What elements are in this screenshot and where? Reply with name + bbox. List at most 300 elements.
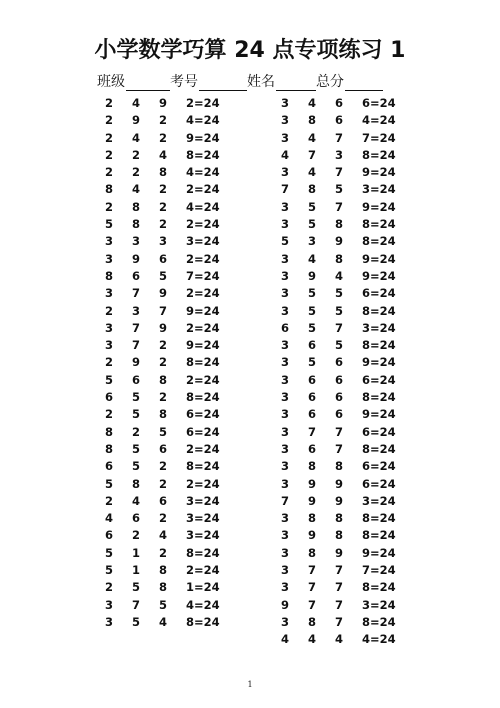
problem-row (281, 354, 401, 371)
problem-number: 3 (132, 234, 141, 249)
problem-number: 6 (335, 355, 344, 370)
problem-answer: 8=24 (186, 459, 220, 474)
problem-row (105, 95, 225, 112)
problem-answer: 6=24 (362, 372, 396, 387)
problem-row (105, 527, 225, 544)
problem-number: 8 (335, 217, 344, 232)
problem-answer: 2=24 (186, 441, 220, 456)
problem-number: 3 (105, 320, 114, 335)
problem-row (105, 130, 225, 147)
problem-answer: 2=24 (186, 286, 220, 301)
page-number: 1 (247, 680, 253, 689)
problem-row (105, 147, 225, 164)
problem-number: 9 (159, 286, 168, 301)
problem-number: 6 (159, 441, 168, 456)
problem-answer: 7=24 (362, 130, 396, 145)
problem-number: 3 (105, 251, 114, 266)
problem-row (281, 199, 401, 216)
problem-number: 2 (132, 165, 141, 180)
problem-answer: 9=24 (362, 199, 396, 214)
problem-answer: 8=24 (186, 147, 220, 162)
problem-answer: 8=24 (362, 580, 396, 595)
problem-number: 5 (335, 182, 344, 197)
problem-number: 7 (308, 147, 317, 162)
problem-answer: 9=24 (362, 251, 396, 266)
problem-row (105, 406, 225, 423)
problem-number: 6 (308, 338, 317, 353)
problem-answer: 9=24 (362, 165, 396, 180)
problem-row (105, 354, 225, 371)
problem-number: 6 (335, 390, 344, 405)
info-field-blank[interactable] (276, 76, 316, 91)
problem-number: 9 (308, 528, 317, 543)
problem-row (281, 562, 401, 579)
info-field (247, 71, 316, 91)
problem-row (281, 303, 401, 320)
problem-number: 3 (281, 372, 290, 387)
problem-number: 6 (159, 251, 168, 266)
problem-row (281, 268, 401, 285)
info-fields (97, 71, 402, 91)
problem-row (281, 597, 401, 614)
problem-number: 8 (132, 217, 141, 232)
problem-number: 4 (132, 182, 141, 197)
problem-number: 3 (281, 286, 290, 301)
problem-number: 7 (335, 597, 344, 612)
problem-number: 3 (281, 165, 290, 180)
problem-number: 8 (335, 528, 344, 543)
problem-number: 7 (335, 563, 344, 578)
problem-answer: 2=24 (186, 476, 220, 491)
problem-number: 7 (132, 338, 141, 353)
problem-number: 2 (105, 407, 114, 422)
problem-answer: 9=24 (362, 545, 396, 560)
info-field-label: 班级 (97, 74, 125, 90)
problem-number: 7 (308, 563, 317, 578)
problem-number: 2 (105, 303, 114, 318)
problem-number: 5 (159, 424, 168, 439)
right-problem-column (281, 95, 401, 649)
problem-row (105, 251, 225, 268)
problem-number: 5 (335, 303, 344, 318)
problem-answer: 8=24 (186, 355, 220, 370)
problem-row (105, 181, 225, 198)
problem-number: 2 (105, 113, 114, 128)
problem-number: 5 (308, 199, 317, 214)
problem-number: 8 (105, 268, 114, 283)
problem-number: 3 (281, 441, 290, 456)
problem-number: 6 (335, 96, 344, 110)
problem-number: 7 (335, 130, 344, 145)
problem-row (281, 424, 401, 441)
problem-number: 3 (335, 147, 344, 162)
problem-number: 5 (308, 320, 317, 335)
problem-number: 8 (159, 580, 168, 595)
problem-number: 9 (159, 96, 168, 110)
problem-number: 6 (308, 390, 317, 405)
problem-number: 9 (132, 113, 141, 128)
problem-number: 5 (132, 459, 141, 474)
info-field-label: 考号 (170, 74, 198, 90)
problem-number: 5 (308, 355, 317, 370)
problem-row (281, 285, 401, 302)
problem-number: 9 (308, 268, 317, 283)
problem-number: 3 (308, 234, 317, 249)
problem-answer: 6=24 (362, 476, 396, 491)
problem-number: 2 (105, 130, 114, 145)
problem-number: 4 (335, 268, 344, 283)
problem-answer: 6=24 (362, 424, 396, 439)
problem-row (281, 320, 401, 337)
problem-number: 8 (335, 459, 344, 474)
problem-number: 6 (308, 372, 317, 387)
page-title: 小学数学巧算 24 点专项练习 1 (94, 38, 406, 63)
problem-number: 5 (308, 286, 317, 301)
problem-row (105, 320, 225, 337)
problem-number: 4 (132, 96, 141, 110)
problem-number: 7 (281, 493, 290, 508)
problem-number: 2 (159, 390, 168, 405)
problem-number: 4 (335, 632, 344, 647)
problem-answer: 3=24 (186, 493, 220, 508)
problem-number: 8 (308, 545, 317, 560)
problem-number: 8 (105, 424, 114, 439)
problem-row (105, 424, 225, 441)
problem-answer: 9=24 (362, 355, 396, 370)
problem-number: 3 (281, 268, 290, 283)
problem-number: 5 (132, 390, 141, 405)
problem-number: 7 (335, 441, 344, 456)
problem-row (105, 199, 225, 216)
problem-row (105, 458, 225, 475)
problem-number: 3 (281, 407, 290, 422)
problem-number: 9 (132, 251, 141, 266)
problem-number: 2 (105, 165, 114, 180)
problem-number: 5 (105, 563, 114, 578)
problem-answer: 8=24 (362, 511, 396, 526)
problem-number: 3 (132, 303, 141, 318)
problem-answer: 3=24 (362, 182, 396, 197)
problem-number: 6 (105, 528, 114, 543)
problem-number: 8 (308, 459, 317, 474)
problem-number: 4 (308, 96, 317, 110)
problem-row (281, 614, 401, 631)
problem-number: 6 (308, 441, 317, 456)
problem-number: 5 (335, 286, 344, 301)
problem-answer: 8=24 (186, 390, 220, 405)
problem-number: 7 (159, 303, 168, 318)
problem-number: 6 (159, 493, 168, 508)
problem-number: 8 (105, 182, 114, 197)
problem-number: 3 (105, 338, 114, 353)
problem-row (281, 112, 401, 129)
problem-number: 7 (132, 286, 141, 301)
problem-answer: 8=24 (362, 338, 396, 353)
problem-number: 6 (308, 407, 317, 422)
problem-number: 3 (105, 286, 114, 301)
problem-number: 9 (308, 493, 317, 508)
problem-number: 2 (159, 355, 168, 370)
problem-number: 5 (308, 217, 317, 232)
problem-number: 7 (335, 199, 344, 214)
problem-number: 8 (335, 251, 344, 266)
problem-number: 5 (132, 614, 141, 629)
problem-number: 5 (308, 303, 317, 318)
info-field-blank[interactable] (345, 76, 383, 91)
problem-number: 5 (105, 545, 114, 560)
problem-number: 2 (105, 355, 114, 370)
problem-answer: 2=24 (186, 563, 220, 578)
problem-answer: 2=24 (186, 320, 220, 335)
problem-number: 3 (281, 476, 290, 491)
problem-answer: 2=24 (186, 182, 220, 197)
problem-answer: 9=24 (186, 130, 220, 145)
problem-number: 3 (281, 528, 290, 543)
problem-answer: 6=24 (362, 459, 396, 474)
problem-row (105, 476, 225, 493)
problem-row (281, 631, 401, 648)
info-field-blank[interactable] (126, 76, 170, 91)
problem-row (281, 130, 401, 147)
problem-answer: 8=24 (362, 441, 396, 456)
problem-number: 7 (335, 424, 344, 439)
problem-number: 2 (159, 338, 168, 353)
problem-row (105, 164, 225, 181)
problem-number: 8 (105, 441, 114, 456)
problem-number: 3 (105, 614, 114, 629)
problem-number: 7 (281, 182, 290, 197)
problem-number: 3 (281, 96, 290, 110)
problem-answer: 9=24 (362, 407, 396, 422)
problem-row (105, 303, 225, 320)
problem-row (281, 476, 401, 493)
problem-number: 3 (281, 303, 290, 318)
problem-number: 3 (281, 424, 290, 439)
problem-row (281, 510, 401, 527)
problem-number: 8 (308, 113, 317, 128)
problem-number: 3 (281, 511, 290, 526)
problem-number: 2 (132, 424, 141, 439)
problem-number: 9 (308, 476, 317, 491)
problem-number: 3 (159, 234, 168, 249)
problem-answer: 4=24 (186, 113, 220, 128)
problem-row (105, 337, 225, 354)
problem-row (105, 233, 225, 250)
problem-answer: 3=24 (186, 511, 220, 526)
problem-number: 3 (105, 597, 114, 612)
problem-answer: 8=24 (362, 614, 396, 629)
problem-number: 9 (281, 597, 290, 612)
problem-row (105, 510, 225, 527)
problem-number: 7 (308, 580, 317, 595)
problem-row (281, 337, 401, 354)
problem-answer: 8=24 (362, 390, 396, 405)
problem-number: 2 (105, 493, 114, 508)
problem-number: 2 (105, 96, 114, 110)
problem-row (281, 372, 401, 389)
problem-number: 6 (105, 459, 114, 474)
problem-number: 8 (308, 182, 317, 197)
problem-number: 7 (132, 320, 141, 335)
problem-number: 3 (281, 545, 290, 560)
problem-answer: 1=24 (186, 580, 220, 595)
info-field-label: 姓名 (247, 74, 275, 90)
problem-number: 4 (132, 130, 141, 145)
problem-number: 3 (281, 338, 290, 353)
problem-number: 2 (132, 147, 141, 162)
left-problem-column (105, 95, 225, 631)
problem-answer: 2=24 (186, 217, 220, 232)
problem-number: 6 (132, 268, 141, 283)
problem-row (281, 181, 401, 198)
problem-answer: 7=24 (362, 563, 396, 578)
problem-answer: 3=24 (186, 528, 220, 543)
problem-number: 8 (308, 511, 317, 526)
problem-row (105, 112, 225, 129)
problem-number: 8 (159, 407, 168, 422)
problem-answer: 2=24 (186, 96, 220, 110)
info-field (97, 71, 170, 91)
problem-number: 2 (159, 217, 168, 232)
problem-number: 4 (132, 493, 141, 508)
problem-number: 4 (281, 632, 290, 647)
problem-answer: 2=24 (186, 372, 220, 387)
problem-number: 2 (105, 147, 114, 162)
problem-row (105, 614, 225, 631)
problem-row (105, 562, 225, 579)
problem-row (281, 164, 401, 181)
problem-number: 7 (308, 597, 317, 612)
problem-number: 2 (159, 182, 168, 197)
problem-row (281, 147, 401, 164)
problem-number: 9 (335, 545, 344, 560)
problem-row (281, 233, 401, 250)
problem-number: 2 (132, 528, 141, 543)
problem-answer: 6=24 (186, 407, 220, 422)
problem-number: 3 (281, 459, 290, 474)
problem-number: 8 (159, 165, 168, 180)
problem-number: 5 (105, 372, 114, 387)
problem-answer: 9=24 (186, 303, 220, 318)
problem-answer: 6=24 (362, 286, 396, 301)
problem-number: 6 (335, 113, 344, 128)
problem-number: 3 (281, 355, 290, 370)
problem-row (281, 579, 401, 596)
info-field-label: 总分 (316, 74, 344, 90)
problem-answer: 4=24 (186, 597, 220, 612)
problem-number: 5 (132, 407, 141, 422)
problem-number: 9 (335, 476, 344, 491)
problem-number: 2 (159, 130, 168, 145)
problem-number: 9 (335, 493, 344, 508)
problem-number: 5 (105, 217, 114, 232)
problem-row (281, 441, 401, 458)
problem-answer: 8=24 (362, 303, 396, 318)
problem-answer: 8=24 (186, 614, 220, 629)
problem-number: 4 (281, 147, 290, 162)
problem-answer: 9=24 (362, 268, 396, 283)
problem-answer: 6=24 (186, 424, 220, 439)
problem-number: 7 (335, 580, 344, 595)
problem-number: 4 (308, 130, 317, 145)
problem-number: 3 (281, 614, 290, 629)
problem-number: 6 (281, 320, 290, 335)
problem-number: 5 (132, 580, 141, 595)
problem-number: 6 (105, 390, 114, 405)
info-field (316, 71, 383, 91)
problem-row (105, 216, 225, 233)
problem-number: 8 (132, 476, 141, 491)
problem-row (105, 372, 225, 389)
problem-row (281, 493, 401, 510)
problem-number: 4 (308, 632, 317, 647)
problem-number: 6 (132, 372, 141, 387)
problem-number: 4 (308, 165, 317, 180)
problem-row (105, 441, 225, 458)
problem-number: 2 (159, 113, 168, 128)
problem-number: 4 (159, 147, 168, 162)
problem-number: 8 (159, 372, 168, 387)
problem-number: 7 (335, 614, 344, 629)
problem-number: 2 (105, 580, 114, 595)
problem-row (105, 493, 225, 510)
problem-answer: 9=24 (186, 338, 220, 353)
problem-number: 5 (105, 476, 114, 491)
problem-number: 4 (308, 251, 317, 266)
problem-answer: 8=24 (186, 545, 220, 560)
problem-row (281, 406, 401, 423)
problem-row (105, 597, 225, 614)
problem-answer: 6=24 (362, 96, 396, 110)
problem-number: 5 (132, 441, 141, 456)
problem-answer: 2=24 (186, 251, 220, 266)
problem-answer: 3=24 (362, 597, 396, 612)
problem-number: 3 (281, 199, 290, 214)
problem-row (281, 95, 401, 112)
problem-number: 3 (105, 234, 114, 249)
problem-answer: 8=24 (362, 147, 396, 162)
problem-row (105, 285, 225, 302)
problem-row (105, 579, 225, 596)
problem-number: 3 (281, 217, 290, 232)
problem-number: 5 (159, 268, 168, 283)
problem-number: 5 (281, 234, 290, 249)
problem-number: 1 (132, 563, 141, 578)
problem-number: 3 (281, 390, 290, 405)
info-field (170, 71, 247, 91)
problem-row (105, 389, 225, 406)
problem-number: 3 (281, 580, 290, 595)
problem-number: 7 (335, 165, 344, 180)
problem-number: 3 (281, 251, 290, 266)
problem-answer: 8=24 (362, 217, 396, 232)
problem-answer: 4=24 (186, 165, 220, 180)
problem-answer: 8=24 (362, 528, 396, 543)
problem-number: 4 (159, 528, 168, 543)
problem-number: 1 (132, 545, 141, 560)
problem-number: 4 (105, 511, 114, 526)
problem-number: 2 (159, 545, 168, 560)
problem-number: 9 (159, 320, 168, 335)
problem-number: 6 (335, 372, 344, 387)
problem-number: 5 (159, 597, 168, 612)
problem-number: 7 (335, 320, 344, 335)
problem-answer: 3=24 (362, 493, 396, 508)
problem-number: 9 (132, 355, 141, 370)
problem-number: 7 (308, 424, 317, 439)
info-field-blank[interactable] (199, 76, 247, 91)
problem-number: 3 (281, 563, 290, 578)
